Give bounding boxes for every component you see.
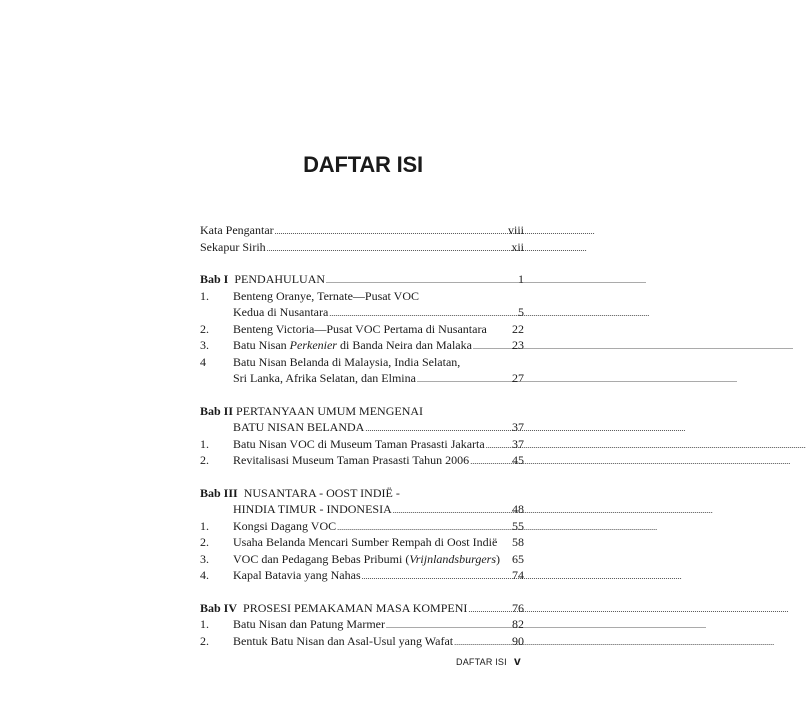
toc-entry-italic: Vrijnlandsburgers bbox=[409, 551, 496, 566]
toc-entry-text: Batu Nisan dan Patung Marmer bbox=[233, 617, 385, 631]
toc-entry bbox=[200, 354, 526, 371]
toc-page-number: viii bbox=[507, 223, 524, 237]
toc-entry-text: Kongsi Dagang VOC bbox=[233, 518, 337, 533]
toc-entry-text: Batu Nisan bbox=[233, 338, 290, 352]
toc-entry bbox=[200, 452, 526, 469]
toc-page-number: 22 bbox=[512, 321, 524, 336]
toc-entry bbox=[200, 288, 526, 305]
toc-entry-text: Sekapur Sirih bbox=[200, 239, 266, 254]
toc-entry bbox=[200, 321, 526, 338]
toc-page-number: 48 bbox=[512, 502, 524, 516]
item-number: 3. bbox=[200, 551, 209, 566]
chapter-title: PENDAHULUAN bbox=[234, 272, 326, 286]
toc-entry-text: Kapal Batavia yang Nahas bbox=[233, 568, 361, 582]
toc-entry bbox=[200, 518, 526, 535]
toc-entry bbox=[200, 436, 526, 453]
toc-page-number: 5 bbox=[518, 305, 524, 319]
item-number: 1. bbox=[200, 617, 209, 631]
item-number: 3. bbox=[200, 338, 209, 352]
chapter-heading-continuation bbox=[200, 501, 526, 518]
toc-entry bbox=[200, 567, 526, 584]
toc-page-number: 37 bbox=[512, 436, 524, 451]
item-number: 1. bbox=[200, 518, 209, 533]
item-number: 2. bbox=[200, 453, 209, 467]
toc-entry-continuation bbox=[200, 370, 526, 387]
item-number: 2. bbox=[200, 535, 209, 549]
toc-entry-text: Benteng Oranye, Ternate—Pusat VOC bbox=[233, 288, 420, 303]
chapter-label: Bab I bbox=[200, 272, 229, 286]
chapter-heading-continuation bbox=[200, 419, 526, 436]
toc-page-number: 1 bbox=[518, 272, 524, 286]
chapter-title: HINDIA TIMUR - INDONESIA bbox=[233, 502, 392, 516]
toc-page-number: 37 bbox=[512, 420, 524, 434]
chapter-heading bbox=[200, 403, 526, 420]
toc-page-number: 55 bbox=[512, 518, 524, 533]
item-number: 4 bbox=[200, 354, 206, 369]
page-title: DAFTAR ISI bbox=[303, 152, 423, 177]
toc-entry-text: Batu Nisan Belanda di Malaysia, India Selatan, bbox=[233, 354, 461, 369]
item-number: 2. bbox=[200, 633, 209, 648]
chapter-title: PROSESI PEMAKAMAN MASA KOMPENI bbox=[243, 600, 468, 615]
toc-page-number: 76 bbox=[512, 600, 524, 615]
running-footer: DAFTAR ISI bbox=[456, 657, 507, 667]
toc-page-number: xii bbox=[511, 239, 524, 254]
item-number: 4. bbox=[200, 568, 209, 582]
item-number: 1. bbox=[200, 288, 209, 303]
table-of-contents bbox=[200, 222, 526, 649]
toc-entry bbox=[200, 337, 526, 354]
toc-entry bbox=[200, 616, 526, 633]
toc-entry-text: VOC dan Pedagang Bebas Pribumi ( bbox=[233, 551, 410, 566]
toc-entry-text: ) bbox=[495, 551, 500, 566]
toc-entry-text: Revitalisasi Museum Taman Prasasti Tahun 2006 bbox=[233, 453, 470, 467]
toc-entry bbox=[200, 534, 526, 551]
chapter-heading bbox=[200, 485, 526, 502]
toc-page-number: 27 bbox=[512, 371, 524, 385]
chapter-title: BATU NISAN BELANDA bbox=[233, 420, 365, 434]
toc-entry bbox=[200, 239, 526, 256]
chapter-title: NUSANTARA - OOST INDIË - bbox=[243, 485, 400, 500]
toc-entry-text: Kata Pengantar bbox=[200, 223, 274, 237]
toc-page-number: 82 bbox=[512, 617, 524, 631]
toc-entry-italic: Perkenier bbox=[289, 338, 337, 352]
chapter-heading bbox=[200, 600, 526, 617]
item-number: 1. bbox=[200, 436, 209, 451]
toc-entry bbox=[200, 551, 526, 568]
toc-entry-text: Sri Lanka, Afrika Selatan, dan Elmina bbox=[233, 371, 416, 385]
chapter-label: Bab II bbox=[200, 403, 234, 418]
toc-entry-text: di Banda Neira dan Malaka bbox=[336, 338, 472, 352]
toc-entry-text: Usaha Belanda Mencari Sumber Rempah di Oost Indië bbox=[233, 535, 498, 549]
folio-page-number: v bbox=[514, 654, 521, 668]
toc-entry-text: Kedua di Nusantara bbox=[233, 305, 329, 319]
toc-page-number: 23 bbox=[512, 338, 524, 352]
toc-page-number: 74 bbox=[512, 568, 524, 582]
chapter-label: Bab III bbox=[200, 485, 238, 500]
toc-page-number: 65 bbox=[512, 551, 524, 566]
chapter-heading bbox=[200, 271, 526, 288]
chapter-label: Bab IV bbox=[200, 600, 238, 615]
toc-page-number: 58 bbox=[512, 535, 524, 549]
toc-entry bbox=[200, 633, 526, 650]
chapter-title: PERTANYAAN UMUM MENGENAI bbox=[236, 403, 424, 418]
toc-entry-text: Bentuk Batu Nisan dan Asal-Usul yang Wafat bbox=[233, 633, 454, 648]
toc-page-number: 45 bbox=[512, 453, 524, 467]
toc-entry-text: Batu Nisan VOC di Museum Taman Prasasti Jakarta bbox=[233, 436, 485, 451]
toc-entry-text: Benteng Victoria—Pusat VOC Pertama di Nusantara bbox=[233, 321, 487, 336]
toc-entry-continuation bbox=[200, 304, 526, 321]
item-number: 2. bbox=[200, 321, 209, 336]
toc-page-number: 90 bbox=[512, 633, 524, 648]
toc-entry bbox=[200, 222, 526, 239]
